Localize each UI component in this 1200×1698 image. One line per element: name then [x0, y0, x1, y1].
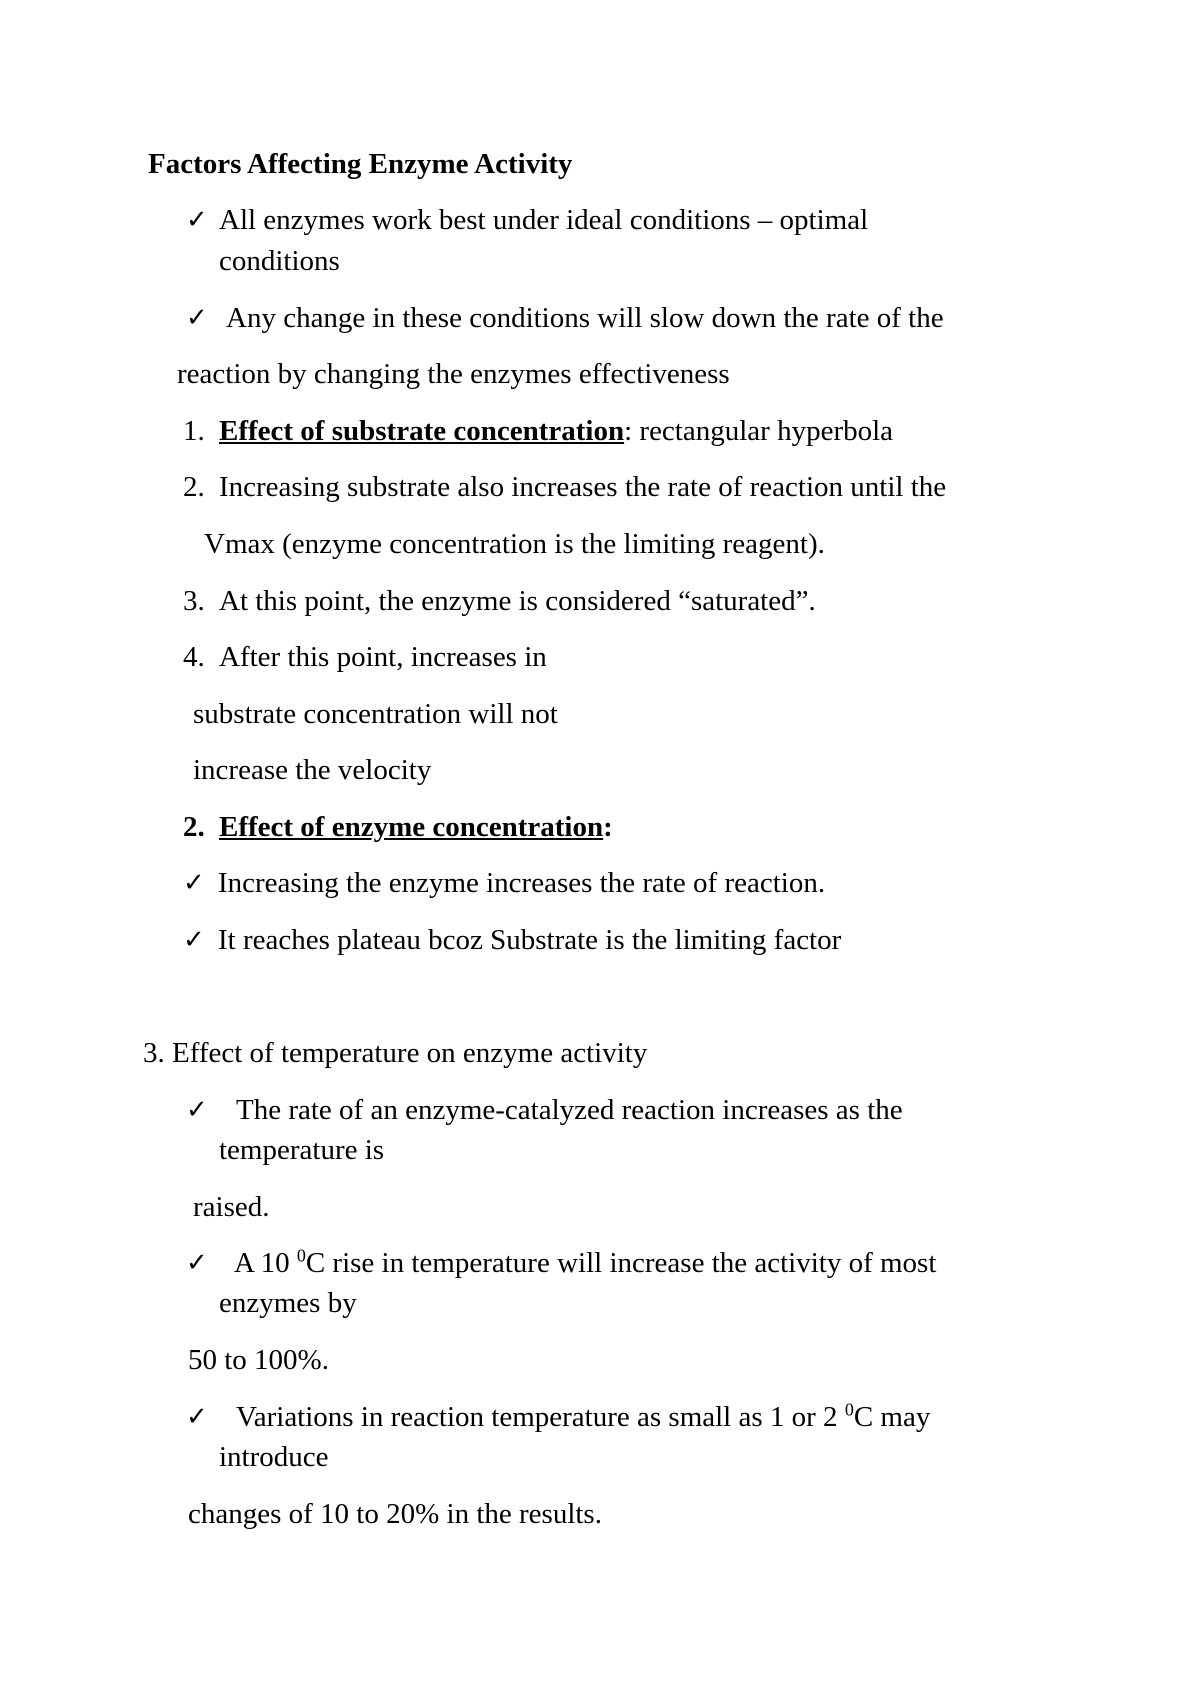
list-number: 2. [183, 811, 205, 843]
intro-item-1-line-2: conditions [219, 245, 340, 277]
substrate-item-4-line-3: increase the velocity [193, 754, 432, 786]
list-number: 1. [183, 415, 205, 447]
temperature-heading: 3. Effect of temperature on enzyme activity [143, 1037, 648, 1069]
degree-superscript: 0 [296, 1245, 306, 1266]
temperature-item-3-line-1 [236, 1400, 930, 1434]
temperature-item-2-pre: A 10 [234, 1247, 297, 1279]
temperature-item-1-line-3: raised. [193, 1191, 270, 1223]
check-icon: ✓ [186, 205, 208, 234]
substrate-heading-line [219, 414, 893, 448]
temperature-item-2-line-1 [234, 1246, 936, 1280]
list-number: 4. [183, 641, 205, 673]
temperature-item-2-line-3: 50 to 100%. [188, 1344, 329, 1376]
list-number: 3. [183, 585, 205, 617]
intro-item-1-line-1: All enzymes work best under ideal conditions – optimal [219, 204, 869, 236]
list-number: 2. [183, 471, 205, 503]
intro-item-2-line-2: reaction by changing the enzymes effectiveness [177, 358, 730, 390]
temperature-item-3-line-2: introduce [219, 1441, 329, 1473]
temperature-item-2-line-2: enzymes by [219, 1287, 357, 1319]
enzyme-item-2: It reaches plateau bcoz Substrate is the limiting factor [218, 924, 842, 956]
check-icon: ✓ [186, 303, 208, 332]
temperature-item-3-line-3: changes of 10 to 20% in the results. [188, 1498, 602, 1530]
substrate-item-2-line-1: Increasing substrate also increases the rate of reaction until the [219, 471, 947, 503]
substrate-item-4-line-2: substrate concentration will not [193, 698, 558, 730]
check-icon: ✓ [183, 868, 205, 897]
substrate-item-2-line-2: Vmax (enzyme concentration is the limiting reagent). [204, 528, 825, 560]
temperature-item-3-post: C may [853, 1401, 931, 1433]
degree-superscript: 0 [844, 1399, 854, 1420]
enzyme-heading-line [219, 810, 613, 844]
document-title: Factors Affecting Enzyme Activity [148, 148, 573, 180]
check-icon: ✓ [186, 1095, 208, 1124]
check-icon: ✓ [183, 925, 205, 954]
temperature-item-2-post: C rise in temperature will increase the activity of most [305, 1247, 937, 1279]
check-icon: ✓ [186, 1402, 208, 1431]
temperature-item-1-line-1: The rate of an enzyme-catalyzed reaction increases as the [236, 1094, 903, 1126]
temperature-item-1-line-2: temperature is [219, 1134, 385, 1166]
temperature-item-3-pre: Variations in reaction temperature as small as 1 or 2 [236, 1401, 845, 1433]
substrate-item-3: At this point, the enzyme is considered “saturated”. [219, 585, 816, 617]
substrate-heading-colon: : [624, 415, 633, 447]
enzyme-heading-colon: : [603, 811, 613, 843]
enzyme-heading: Effect of enzyme concentration [219, 811, 604, 843]
check-icon: ✓ [186, 1248, 208, 1277]
intro-item-2-line-1: Any change in these conditions will slow down the rate of the [226, 302, 944, 334]
enzyme-item-1: Increasing the enzyme increases the rate of reaction. [218, 867, 826, 899]
substrate-heading-rest: rectangular hyperbola [632, 415, 894, 447]
substrate-heading: Effect of substrate concentration [219, 415, 625, 447]
substrate-item-4-line-1: After this point, increases in [219, 641, 547, 673]
